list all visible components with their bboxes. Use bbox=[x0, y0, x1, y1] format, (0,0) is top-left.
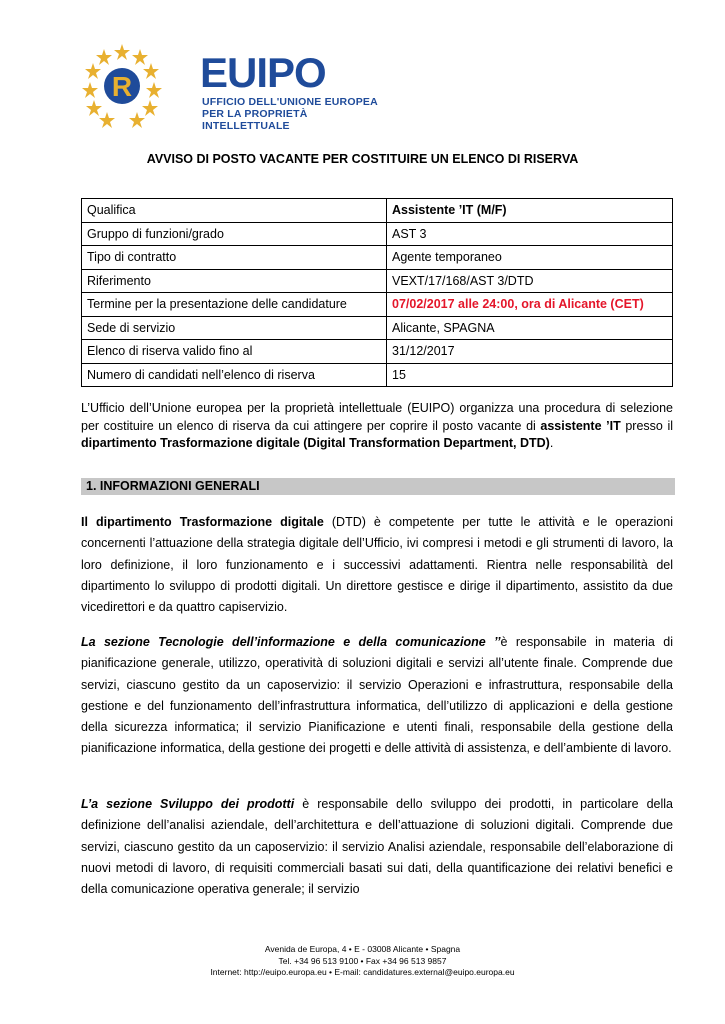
table-label-cell: Gruppo di funzioni/grado bbox=[82, 222, 387, 246]
table-row bbox=[82, 316, 673, 340]
section-heading-general-info: 1. INFORMAZIONI GENERALI bbox=[81, 478, 675, 495]
table-value-cell: 07/02/2017 alle 24:00, ora di Alicante (CET) bbox=[387, 293, 673, 317]
table-value-cell: Agente temporaneo bbox=[387, 246, 673, 270]
table-row bbox=[82, 199, 673, 223]
intro-paragraph: L’Ufficio dell’Unione europea per la proprietà intellettuale (EUIPO) organizza una procedura di selezione per costituire un elenco di riserva da cui attingere per coprire il posto vacante di assistente ’IT presso il dipartimento Trasformazione digitale (Digital Transformation Department, DTD). bbox=[81, 401, 673, 450]
paragraph-ict-section: La sezione Tecnologie dell’informazione e della comunicazione ’’è responsabile in materia di pianificazione generale, utilizzo, operatività di soluzioni digitali e servizi all’utente finale. Comprende due servizi, ciascuno gestito da un caposervizio: il servizio Operazioni e infrastruttura, responsabile della gestione e del funzionamento dell’infrastruttura informatica, dell’utilizzo di applicazioni e della gestione della sicurezza informatica; il servizio Pianificazione e utenti finali, responsabile della gestione della pianificazione informatica, della gestione dei progetti e delle attività di assistenza, e dell’ambiente di lavoro. bbox=[81, 635, 673, 756]
table-value-cell: 15 bbox=[387, 363, 673, 387]
table-label-cell: Termine per la presentazione delle candidature bbox=[82, 293, 387, 317]
table-row bbox=[82, 222, 673, 246]
logo-r-mark: R bbox=[111, 71, 133, 102]
vacancy-info-table bbox=[81, 198, 673, 387]
euipo-logo bbox=[82, 40, 382, 130]
table-label-cell: Elenco di riserva valido fino al bbox=[82, 340, 387, 364]
table-label-cell: Sede di servizio bbox=[82, 316, 387, 340]
table-value-cell: Assistente ’IT (M/F) bbox=[387, 199, 673, 223]
table-row bbox=[82, 340, 673, 364]
logo-subtitle-line2: PER LA PROPRIETÀ INTELLETTUALE bbox=[202, 108, 308, 132]
paragraph-product-development: L’a sezione Sviluppo dei prodotti è responsabile dello sviluppo dei prodotti, in particolare della definizione dell’analisi aziendale, dell’architettura e dell’attuazione di soluzioni digitali. Comprende due servizi, ciascuno gestito da un caposervizio: il servizio Analisi aziendale, responsabile dell’elaborazione di nuovi metodi di lavoro, di requisiti commerciali basati sui dati, della quantificazione dei relativi benefici e della comunicazione operativa generale; il servizio bbox=[81, 797, 673, 897]
table-row bbox=[82, 363, 673, 387]
table-row bbox=[82, 293, 673, 317]
table-label-cell: Qualifica bbox=[82, 199, 387, 223]
footer-phone: Tel. +34 96 513 9100 • Fax +34 96 513 9857 bbox=[278, 955, 447, 966]
logo-wordmark: EUIPO bbox=[200, 49, 326, 96]
table-label-cell: Numero di candidati nell’elenco di riserva bbox=[82, 363, 387, 387]
table-row bbox=[82, 246, 673, 270]
table-label-cell: Tipo di contratto bbox=[82, 246, 387, 270]
table-value-cell: AST 3 bbox=[387, 222, 673, 246]
logo-subtitle-line1: UFFICIO DELL'UNIONE EUROPEA bbox=[202, 96, 378, 108]
document-title: AVVISO DI POSTO VACANTE PER COSTITUIRE UN ELENCO DI RISERVA bbox=[146, 152, 579, 166]
table-row bbox=[82, 269, 673, 293]
paragraph-dtd: Il dipartimento Trasformazione digitale (DTD) è competente per tutte le attività e le operazioni concernenti l’attuazione della strategia digitale dell’Ufficio, ivi compresi i metodi e gli strumenti di lavoro, la loro definizione, il loro funzionamento e i successivi adattamenti. Rientra nelle responsabilità del dipartimento lo sviluppo di prodotti digitali. Un direttore gestisce e dirige il dipartimento, assistito da due vicedirettori e da quattro capiservizio. bbox=[81, 515, 673, 615]
table-value-cell: 31/12/2017 bbox=[387, 340, 673, 364]
logo-subtitle bbox=[202, 96, 382, 132]
stars-emblem-icon bbox=[82, 40, 202, 130]
table-value-cell: VEXT/17/168/AST 3/DTD bbox=[387, 269, 673, 293]
footer-address: Avenida de Europa, 4 • E - 03008 Alicante • Spagna bbox=[264, 944, 461, 954]
page-footer bbox=[0, 944, 725, 979]
table-label-cell: Riferimento bbox=[82, 269, 387, 293]
table-value-cell: Alicante, SPAGNA bbox=[387, 316, 673, 340]
footer-contact: Internet: http://euipo.europa.eu • E-mail: candidatures.external@euipo.europa.eu bbox=[210, 967, 515, 977]
